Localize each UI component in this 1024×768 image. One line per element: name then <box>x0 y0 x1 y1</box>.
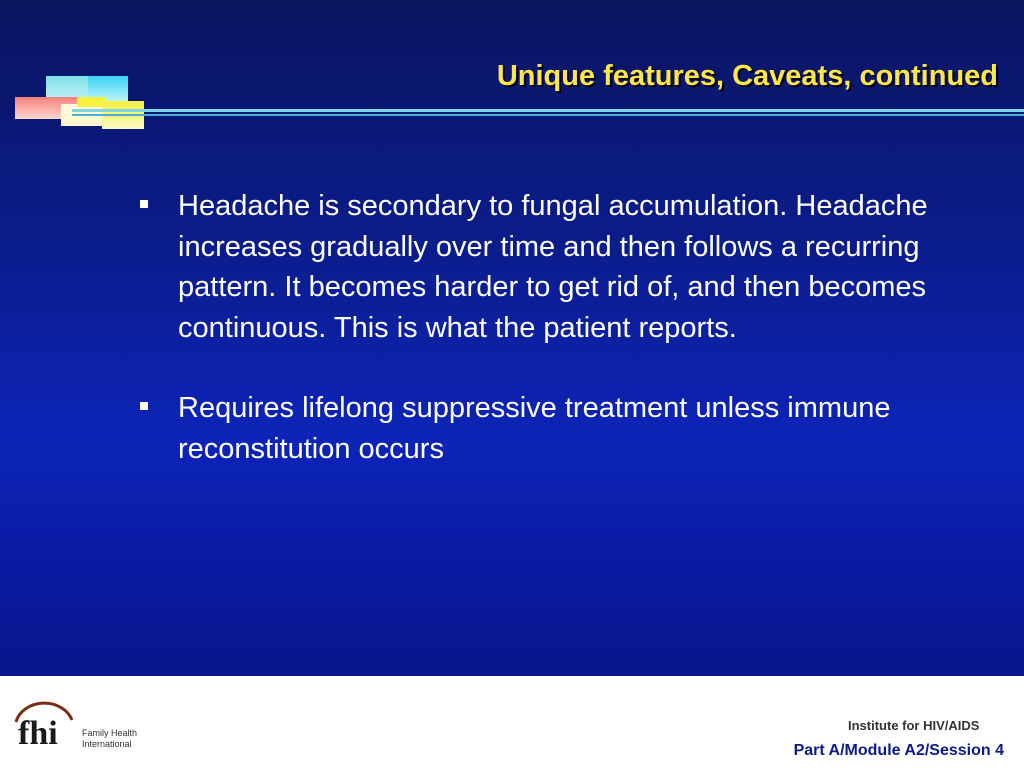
logo-mark: fhi <box>18 715 58 752</box>
fhi-logo <box>10 692 150 752</box>
slide-title: Unique features, Caveats, continued <box>496 60 998 92</box>
bullet-text: Headache is secondary to fungal accumulation. Headache increases gradually over time and then follows a recurring pattern. It becomes harder to get rid of, and then becomes continuous. This is what the patient reports. <box>178 190 928 344</box>
logo-name-line2: International <box>82 739 132 749</box>
logo-name-line1: Family Health <box>82 728 138 738</box>
footer <box>0 676 1024 768</box>
institute-label: Institute for HIV/AIDS <box>848 718 980 733</box>
bullet-item <box>140 388 970 469</box>
bullet-item <box>140 186 970 348</box>
title-divider <box>72 114 1024 116</box>
title-divider <box>72 109 1024 112</box>
square-bullet-icon <box>140 200 148 208</box>
decorative-block <box>77 97 105 107</box>
session-label: Part A/Module A2/Session 4 <box>793 742 1004 759</box>
square-bullet-icon <box>140 402 148 410</box>
bullet-text: Requires lifelong suppressive treatment unless immune reconstitution occurs <box>178 392 891 465</box>
bullet-list <box>140 186 970 509</box>
